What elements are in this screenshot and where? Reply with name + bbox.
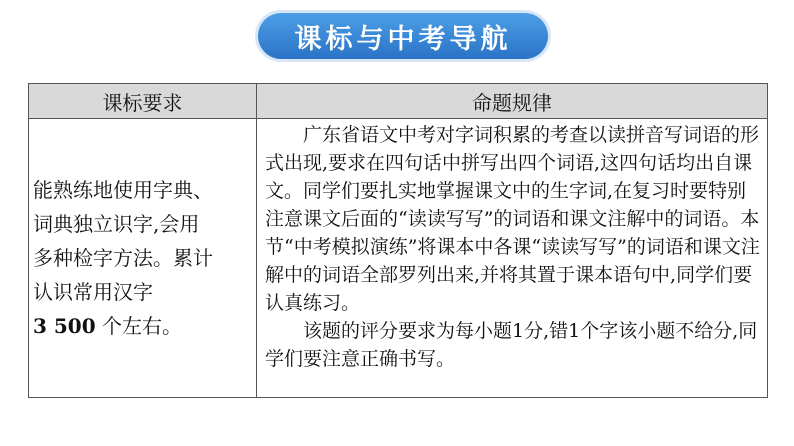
requirement-cell: [29, 119, 257, 398]
section-title-banner: [258, 13, 548, 59]
requirement-line: 认识常用汉字: [33, 280, 153, 304]
requirement-count-suffix: 个左右。: [102, 314, 182, 338]
table-row: [29, 119, 768, 398]
requirement-line: 词典独立识字,会用: [33, 212, 200, 236]
requirement-count-line: [33, 309, 252, 343]
requirement-line: 多种检字方法。累计: [33, 246, 213, 270]
column-header-requirement: 课标要求: [29, 84, 257, 119]
table-header-row: [29, 84, 768, 119]
pattern-paragraph: 该题的评分要求为每小题1分,错1个字该小题不给分,同学们要注意正确书写。: [265, 320, 758, 370]
pattern-cell: [257, 119, 768, 398]
requirement-count-number: 3 500: [33, 314, 96, 338]
requirement-line: 能熟练地使用字典、: [33, 178, 213, 202]
pattern-paragraph: 广东省语文中考对字词积累的考查以读拼音写词语的形式出现,要求在四句话中拼写出四个词语,这四句话均出自课文。同学们要扎实地掌握课文中的生字词,在复习时要特别注意课文后面的“读读写写”的词语和课文注解中的词语。本节“中考模拟演练”将课本中各课“读读写写”的词语和课文注解中的词语全部罗列出来,并将其置于课本语句中,同学们要认真练习。: [265, 124, 760, 314]
guide-table: [28, 83, 768, 398]
column-header-pattern: 命题规律: [257, 84, 768, 119]
section-title: 课标与中考导航: [294, 23, 512, 55]
